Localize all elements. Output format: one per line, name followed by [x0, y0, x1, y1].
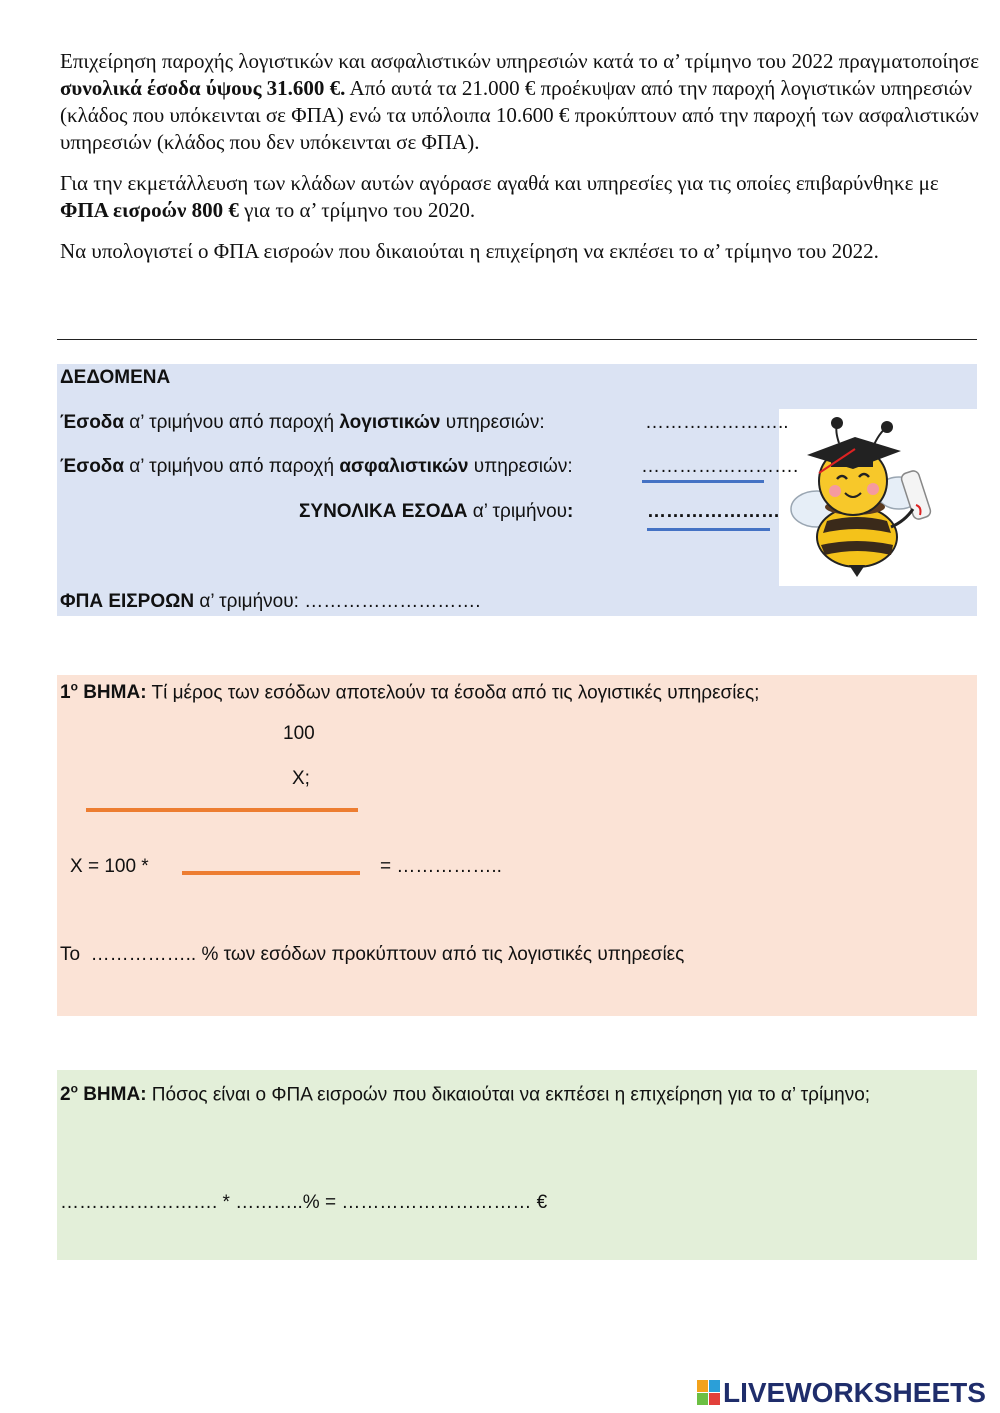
data-row-accounting — [60, 412, 545, 434]
step2-formula[interactable]: ……………………. * ………..% = ………………………… € — [60, 1192, 548, 1213]
data-heading: ΔΕΔΟΜΕΝΑ — [60, 367, 171, 388]
step1-formula-left: Χ = 100 * — [70, 856, 149, 877]
label-bold: : — [567, 501, 574, 522]
step1-question: Τί μέρος των εσόδων αποτελούν τα έσοδα από τις λογιστικές υπηρεσίες; — [146, 682, 760, 704]
step2-title: $2^o$ ΒΗΜΑ: Πόσος είναι ο ΦΠΑ εισροών που δικαιούται να εκπέσει η επιχείρηση για το α’ τρίμηνο; — [60, 1082, 871, 1106]
intro-text: Από αυτά τα 21.000 € προέκυψαν από την παροχή λογιστικών υπηρεσιών (κλάδος που υπόκεινται σε ΦΠΑ) ενώ τα υπόλοιπα 10.600 € προκύπτουν από την παροχή των ασφαλιστικών υπηρεσιών (κλάδος που δεν υπόκεινται σε ΦΠΑ). — [60, 76, 979, 154]
fraction-line[interactable] — [86, 808, 358, 812]
step2-question: Πόσος είναι ο ΦΠΑ εισροών που δικαιούται να εκπέσει η επιχείρηση για το α’ τρίμηνο; — [146, 1084, 871, 1106]
intro-text: Επιχείρηση παροχής λογιστικών και ασφαλιστικών υπηρεσιών κατά το α’ τρίμηνο του 2022 πραγματοποίησε — [60, 49, 980, 73]
step1-x-question: Χ; — [292, 768, 310, 789]
divider — [57, 339, 977, 340]
label-text: υπηρεσιών: — [468, 456, 573, 477]
data-row-insurance — [60, 456, 573, 478]
fraction-answer-line[interactable] — [182, 871, 360, 875]
label-bold: ασφαλιστικών — [339, 456, 469, 477]
label-text: α’ τριμήνου από παροχή — [124, 412, 340, 433]
graduate-bee-icon — [779, 409, 977, 586]
problem-statement — [60, 48, 980, 279]
intro-paragraph-2 — [60, 170, 980, 224]
step1-formula-result[interactable]: = …………….. — [380, 856, 502, 877]
logo-text: LIVEWORKSHEETS — [723, 1377, 986, 1408]
liveworksheets-logo-icon — [697, 1380, 721, 1406]
label-bold: Έσοδα — [60, 412, 125, 433]
answer-field-vat[interactable]: α’ τριμήνου: ………………………. — [194, 591, 481, 612]
answer-underline — [642, 480, 764, 483]
intro-bold-vat: ΦΠΑ εισροών 800 € — [60, 198, 239, 222]
liveworksheets-logo — [697, 1378, 986, 1408]
bee-image-box — [779, 409, 977, 586]
answer-underline — [647, 528, 770, 531]
intro-text: Για την εκμετάλλευση των κλάδων αυτών αγόρασε αγαθά και υπηρεσίες για τις οποίες επιβαρύνθηκε με — [60, 171, 939, 195]
label-bold: ΣΥΝΟΛΙΚΑ ΕΣΟΔΑ — [299, 501, 468, 522]
answer-field-accounting[interactable]: ………………….. — [645, 412, 789, 433]
data-row-total — [299, 501, 573, 523]
label-text: υπηρεσιών: — [440, 412, 545, 433]
step1-result-sentence[interactable]: Το …………….. % των εσόδων προκύπτουν από τις λογιστικές υπηρεσίες — [60, 944, 685, 965]
intro-paragraph-1 — [60, 48, 980, 156]
label-bold: Έσοδα — [60, 456, 125, 477]
intro-paragraph-3: Να υπολογιστεί ο ΦΠΑ εισροών που δικαιούται η επιχείρηση να εκπέσει το α’ τρίμηνο του 2022. — [60, 239, 879, 263]
step1-number-100: 100 — [283, 723, 315, 744]
label-text: α’ τριμήνου από παροχή — [124, 456, 340, 477]
label-text: α’ τριμήνου — [467, 501, 568, 522]
label-bold: λογιστικών — [339, 412, 441, 433]
step1-title: $1^o$ ΒΗΜΑ: Τί μέρος των εσόδων αποτελούν τα έσοδα από τις λογιστικές υπηρεσίες; — [60, 680, 760, 704]
data-row-vat — [60, 591, 480, 613]
intro-bold-total: συνολικά έσοδα ύψους 31.600 €. — [60, 76, 346, 100]
label-bold: ΦΠΑ ΕΙΣΡΟΩΝ — [60, 591, 195, 612]
answer-field-total[interactable]: ………………… — [647, 501, 780, 522]
answer-field-insurance[interactable]: ……………………. — [641, 456, 799, 477]
intro-text: για το α’ τρίμηνο του 2020. — [238, 198, 476, 222]
